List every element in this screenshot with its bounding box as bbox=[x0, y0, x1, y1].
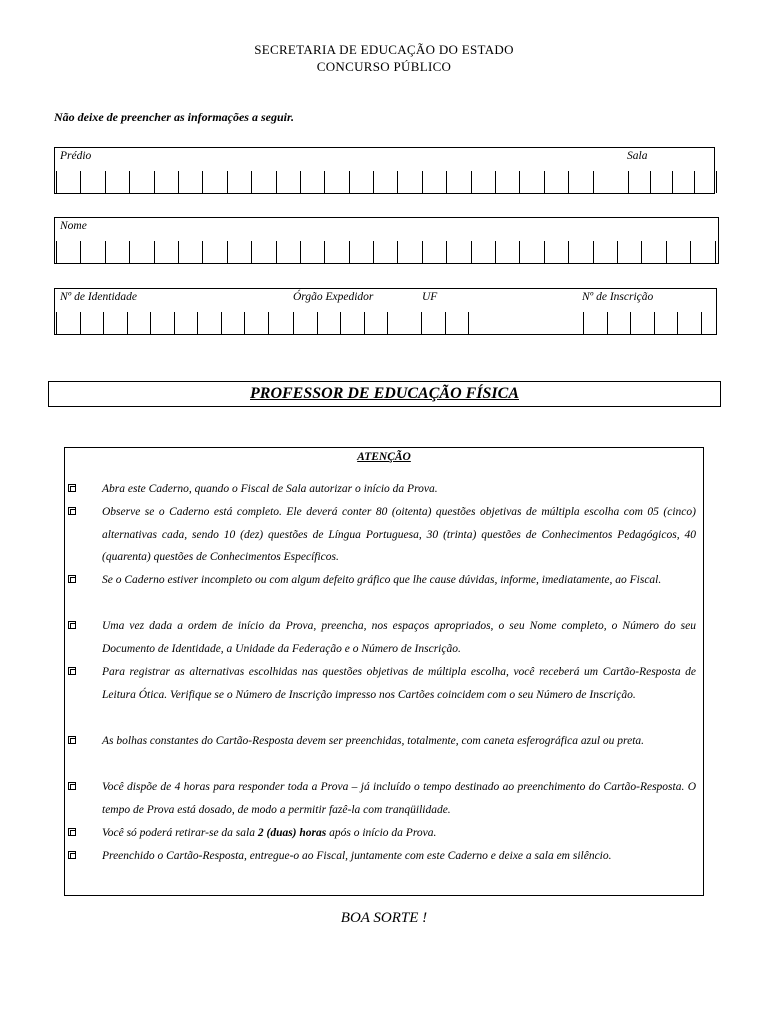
checkbox-bullet-icon bbox=[68, 621, 76, 629]
attention-item-text: As bolhas constantes do Cartão-Resposta devem ser preenchidas, totalmente, com caneta esferográfica azul ou preta. bbox=[102, 735, 645, 747]
attention-item-text: Abra este Caderno, quando o Fiscal de Sala autorizar o início da Prova. bbox=[102, 483, 438, 495]
input-cell[interactable] bbox=[365, 312, 389, 334]
document-header bbox=[0, 41, 768, 75]
input-cell[interactable] bbox=[228, 241, 252, 263]
input-cell[interactable] bbox=[423, 241, 447, 263]
input-cell[interactable] bbox=[642, 241, 666, 263]
header-concurso: CONCURSO PÚBLICO bbox=[316, 59, 452, 74]
checkbox-bullet-icon bbox=[68, 667, 76, 675]
sala-cells[interactable] bbox=[628, 171, 717, 193]
attention-item-text: Preenchido o Cartão-Resposta, entregue-o ao Fiscal, juntamente com este Caderno e deixe a sala em silêncio. bbox=[102, 850, 612, 862]
attention-item-text: Você dispõe de 4 horas para responder toda a Prova – já incluído o tempo destinado ao preenchimento do Cartão-Resposta. O tempo de Prova está dosado, de modo a permitir fazê-la com tranqüilidade. bbox=[102, 781, 696, 816]
input-cell[interactable] bbox=[81, 171, 105, 193]
input-cell[interactable] bbox=[520, 241, 544, 263]
input-cell[interactable] bbox=[496, 241, 520, 263]
input-cell[interactable] bbox=[569, 241, 593, 263]
input-cell[interactable] bbox=[203, 171, 227, 193]
input-cell[interactable] bbox=[422, 312, 446, 334]
checkbox-bullet-icon bbox=[68, 484, 76, 492]
input-cell[interactable] bbox=[106, 171, 130, 193]
checkbox-bullet-icon bbox=[68, 736, 76, 744]
input-cell[interactable] bbox=[175, 312, 199, 334]
attention-item-text: Observe se o Caderno está completo. Ele deverá conter 80 (oitenta) questões objetivas de múltipla escolha com 05 (cinco) alternativas cada, sendo 10 (dez) questões de Língua Portuguesa, 30 (trinta) questões de Conhecimentos Pedagógicos, 40 (quarenta) questões de Conhecimentos Específicos. bbox=[102, 506, 696, 564]
input-cell[interactable] bbox=[252, 171, 276, 193]
input-cell[interactable] bbox=[691, 241, 715, 263]
input-cell[interactable] bbox=[228, 171, 252, 193]
input-cell[interactable] bbox=[520, 171, 544, 193]
input-cell[interactable] bbox=[398, 241, 422, 263]
input-cell[interactable] bbox=[584, 312, 608, 334]
input-cell[interactable] bbox=[198, 312, 222, 334]
input-cell[interactable] bbox=[81, 241, 105, 263]
nome-label: Nome bbox=[60, 220, 87, 232]
input-cell[interactable] bbox=[350, 241, 374, 263]
sala-label: Sala bbox=[627, 150, 648, 162]
uf-label: UF bbox=[422, 291, 438, 303]
input-cell[interactable] bbox=[447, 171, 471, 193]
orgao-cells[interactable] bbox=[293, 312, 388, 334]
input-cell[interactable] bbox=[277, 241, 301, 263]
input-cell[interactable] bbox=[151, 312, 175, 334]
input-cell[interactable] bbox=[618, 241, 642, 263]
input-cell[interactable] bbox=[423, 171, 447, 193]
checkbox-bullet-icon bbox=[68, 507, 76, 515]
checkbox-bullet-icon bbox=[68, 828, 76, 836]
input-cell[interactable] bbox=[325, 171, 349, 193]
input-cell[interactable] bbox=[130, 241, 154, 263]
documento-box bbox=[54, 288, 717, 335]
identidade-label: Nº de Identidade bbox=[60, 291, 138, 303]
identidade-cells[interactable] bbox=[56, 312, 269, 334]
orgao-label: Órgão Expedidor bbox=[293, 291, 374, 303]
input-cell[interactable] bbox=[446, 312, 470, 334]
input-cell[interactable] bbox=[106, 241, 130, 263]
input-cell[interactable] bbox=[678, 312, 702, 334]
checkbox-bullet-icon bbox=[68, 782, 76, 790]
attention-box bbox=[64, 447, 704, 896]
input-cell[interactable] bbox=[57, 171, 81, 193]
input-cell[interactable] bbox=[155, 171, 179, 193]
good-luck-message: BOA SORTE ! bbox=[340, 910, 428, 926]
input-cell[interactable] bbox=[651, 171, 673, 193]
input-cell[interactable] bbox=[57, 241, 81, 263]
attention-title: ATENÇÃO bbox=[357, 451, 411, 463]
input-cell[interactable] bbox=[318, 312, 342, 334]
input-cell[interactable] bbox=[594, 241, 618, 263]
predio-sala-box bbox=[54, 147, 715, 194]
input-cell[interactable] bbox=[667, 241, 691, 263]
attention-item-text: Você só poderá retirar-se da sala 2 (duas) horas após o início da Prova. bbox=[102, 827, 437, 839]
input-cell[interactable] bbox=[629, 171, 651, 193]
nome-box bbox=[54, 217, 719, 264]
uf-cells[interactable] bbox=[421, 312, 469, 334]
predio-label: Prédio bbox=[60, 150, 92, 162]
input-cell[interactable] bbox=[398, 171, 422, 193]
input-cell[interactable] bbox=[81, 312, 105, 334]
input-cell[interactable] bbox=[252, 241, 276, 263]
attention-item-text: Se o Caderno estiver incompleto ou com algum defeito gráfico que lhe cause dúvidas, informe, imediatamente, ao Fiscal. bbox=[102, 574, 662, 586]
nome-cells[interactable] bbox=[56, 241, 716, 263]
input-cell[interactable] bbox=[57, 312, 81, 334]
input-cell[interactable] bbox=[325, 241, 349, 263]
input-cell[interactable] bbox=[695, 171, 717, 193]
input-cell[interactable] bbox=[179, 171, 203, 193]
input-cell[interactable] bbox=[608, 312, 632, 334]
header-secretaria: SECRETARIA DE EDUCAÇÃO DO ESTADO bbox=[254, 42, 514, 57]
input-cell[interactable] bbox=[301, 171, 325, 193]
input-cell[interactable] bbox=[496, 171, 520, 193]
checkbox-bullet-icon bbox=[68, 575, 76, 583]
input-cell[interactable] bbox=[245, 312, 269, 334]
input-cell[interactable] bbox=[673, 171, 695, 193]
input-cell[interactable] bbox=[155, 241, 179, 263]
input-cell[interactable] bbox=[294, 312, 318, 334]
input-cell[interactable] bbox=[341, 312, 365, 334]
input-cell[interactable] bbox=[277, 171, 301, 193]
input-cell[interactable] bbox=[374, 241, 398, 263]
emphasis-time: 2 (duas) horas bbox=[257, 827, 327, 839]
input-cell[interactable] bbox=[104, 312, 128, 334]
exam-subject-title: PROFESSOR DE EDUCAÇÃO FÍSICA bbox=[48, 381, 721, 407]
input-cell[interactable] bbox=[545, 171, 569, 193]
fill-instruction: Não deixe de preencher as informações a seguir. bbox=[54, 110, 294, 124]
input-cell[interactable] bbox=[350, 171, 374, 193]
attention-item-text: Uma vez dada a ordem de início da Prova, preencha, nos espaços apropriados, o seu Nome completo, o Número do seu Documento de Identidade, a Unidade da Federação e o Número de Inscrição. bbox=[102, 620, 696, 655]
input-cell[interactable] bbox=[631, 312, 655, 334]
input-cell[interactable] bbox=[203, 241, 227, 263]
checkbox-bullet-icon bbox=[68, 851, 76, 859]
input-cell[interactable] bbox=[374, 171, 398, 193]
input-cell[interactable] bbox=[128, 312, 152, 334]
inscricao-label: Nº de Inscrição bbox=[582, 291, 654, 303]
input-cell[interactable] bbox=[179, 241, 203, 263]
input-cell[interactable] bbox=[130, 171, 154, 193]
input-cell[interactable] bbox=[222, 312, 246, 334]
input-cell[interactable] bbox=[472, 171, 496, 193]
input-cell[interactable] bbox=[447, 241, 471, 263]
input-cell[interactable] bbox=[545, 241, 569, 263]
inscricao-cells[interactable] bbox=[583, 312, 702, 334]
attention-item-text: Para registrar as alternativas escolhidas nas questões objetivas de múltipla escolha, você receberá um Cartão-Resposta de Leitura Ótica. Verifique se o Número de Inscrição impresso nos Cartões coincidem com o seu Número de Inscrição. bbox=[102, 666, 696, 701]
input-cell[interactable] bbox=[655, 312, 679, 334]
input-cell[interactable] bbox=[472, 241, 496, 263]
input-cell[interactable] bbox=[301, 241, 325, 263]
predio-cells[interactable] bbox=[56, 171, 594, 193]
input-cell[interactable] bbox=[569, 171, 593, 193]
